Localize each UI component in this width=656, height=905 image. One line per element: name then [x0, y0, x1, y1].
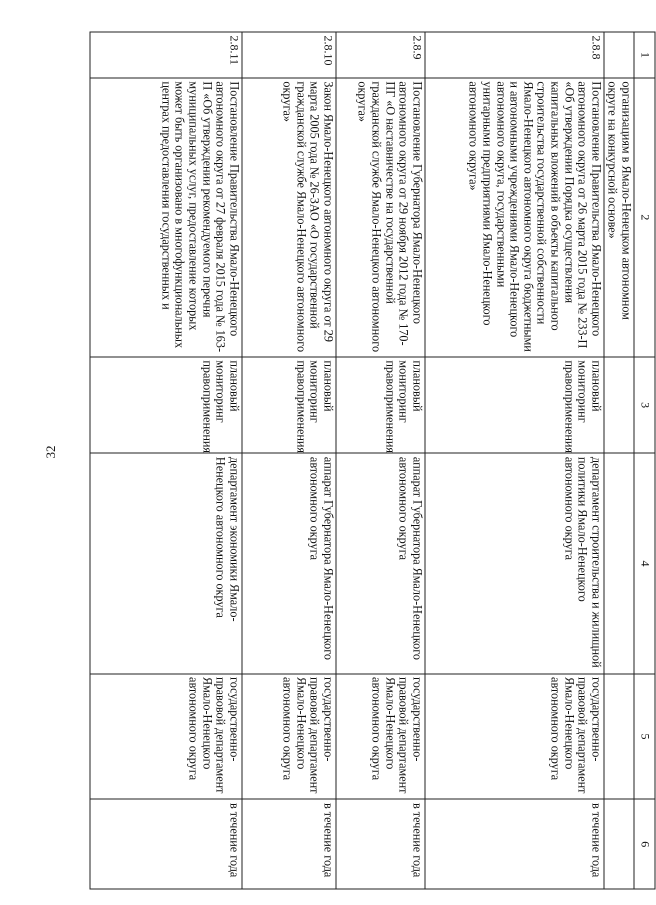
responsible-cell: аппарат Губернатора Ямало-Ненецкого автономного округа — [242, 453, 336, 673]
coexecutor-cell: государственно-правовой департамент Ямало-Ненецкого автономного округа — [242, 674, 336, 800]
term-cell: в течение года — [425, 799, 604, 889]
document-cell: Постановление Правительства Ямало-Ненецкого автономного округа от 27 февраля 2015 года № 163-П «Об утверждении рекомендуемого перечня муниципальных услуг, предоставление которых может быть организовано в многофункциональных центрах предоставления государственных и — [90, 78, 242, 357]
continuation-row — [604, 32, 634, 889]
header-cell-5: 5 — [634, 674, 655, 800]
type-cell — [604, 357, 634, 454]
document-cell: организациям в Ямало-Ненецком автономном округе на конкурсной основе» — [604, 78, 634, 357]
row-number-cell: 2.8.9 — [336, 32, 425, 78]
type-cell: плановый мониторинг правоприменения — [90, 357, 242, 454]
responsible-cell: департамент строительства и жилищной политики Ямало-Ненецкого автономного округа — [425, 453, 604, 673]
rotated-page — [97, 32, 656, 890]
term-cell: в течение года — [336, 799, 425, 889]
table-row — [425, 32, 604, 889]
term-cell: в течение года — [90, 799, 242, 889]
header-cell-2: 2 — [634, 78, 655, 357]
type-cell: плановый мониторинг правоприменения — [242, 357, 336, 454]
coexecutor-cell: государственно-правовой департамент Ямало-Ненецкого автономного округа — [336, 674, 425, 800]
table-row — [90, 32, 242, 889]
table-row — [242, 32, 336, 889]
page-number: 32 — [43, 445, 58, 459]
document-cell: Закон Ямало-Ненецкого автономного округа от 29 марта 2005 года № 26-ЗАО «О государственной гражданской службе Ямало-Ненецкого автономного округа» — [242, 78, 336, 357]
header-cell-1: 1 — [634, 32, 655, 78]
term-cell — [604, 799, 634, 889]
responsible-cell: департамент экономики Ямало-Ненецкого автономного округа — [90, 453, 242, 673]
monitoring-table — [89, 32, 655, 890]
row-number-cell: 2.8.8 — [425, 32, 604, 78]
document-cell: Постановление Правительства Ямало-Ненецкого автономного округа от 26 марта 2015 года № 233-П «Об утверждении Порядка осуществления капитальных вложений в объекты капитального строительства государственной собственности Ямало-Ненецкого автономного округа бюджетными и автономными учреждениями Ямало-Ненецкого автономного округа, государственными унитарными предприятиями Ямало-Ненецкого автономного округа» — [425, 78, 604, 357]
document-cell: Постановление Губернатора Ямало-Ненецкого автономного округа от 29 ноября 2012 года № 170-ПГ «О наставничестве на государственной гражданской службе Ямало-Ненецкого автономного округа» — [336, 78, 425, 357]
type-cell: плановый мониторинг правоприменения — [336, 357, 425, 454]
row-number-cell: 2.8.10 — [242, 32, 336, 78]
row-number-cell — [604, 32, 634, 78]
header-cell-6: 6 — [634, 799, 655, 889]
table-row — [336, 32, 425, 889]
type-cell: плановый мониторинг правоприменения — [425, 357, 604, 454]
header-cell-4: 4 — [634, 453, 655, 673]
coexecutor-cell: государственно-правовой департамент Ямало-Ненецкого автономного округа — [90, 674, 242, 800]
row-number-cell: 2.8.11 — [90, 32, 242, 78]
coexecutor-cell: государственно-правовой департамент Ямало-Ненецкого автономного округа — [425, 674, 604, 800]
coexecutor-cell — [604, 674, 634, 800]
term-cell: в течение года — [242, 799, 336, 889]
header-row — [634, 32, 655, 889]
responsible-cell — [604, 453, 634, 673]
responsible-cell: аппарат Губернатора Ямало-Ненецкого автономного округа — [336, 453, 425, 673]
header-cell-3: 3 — [634, 357, 655, 454]
